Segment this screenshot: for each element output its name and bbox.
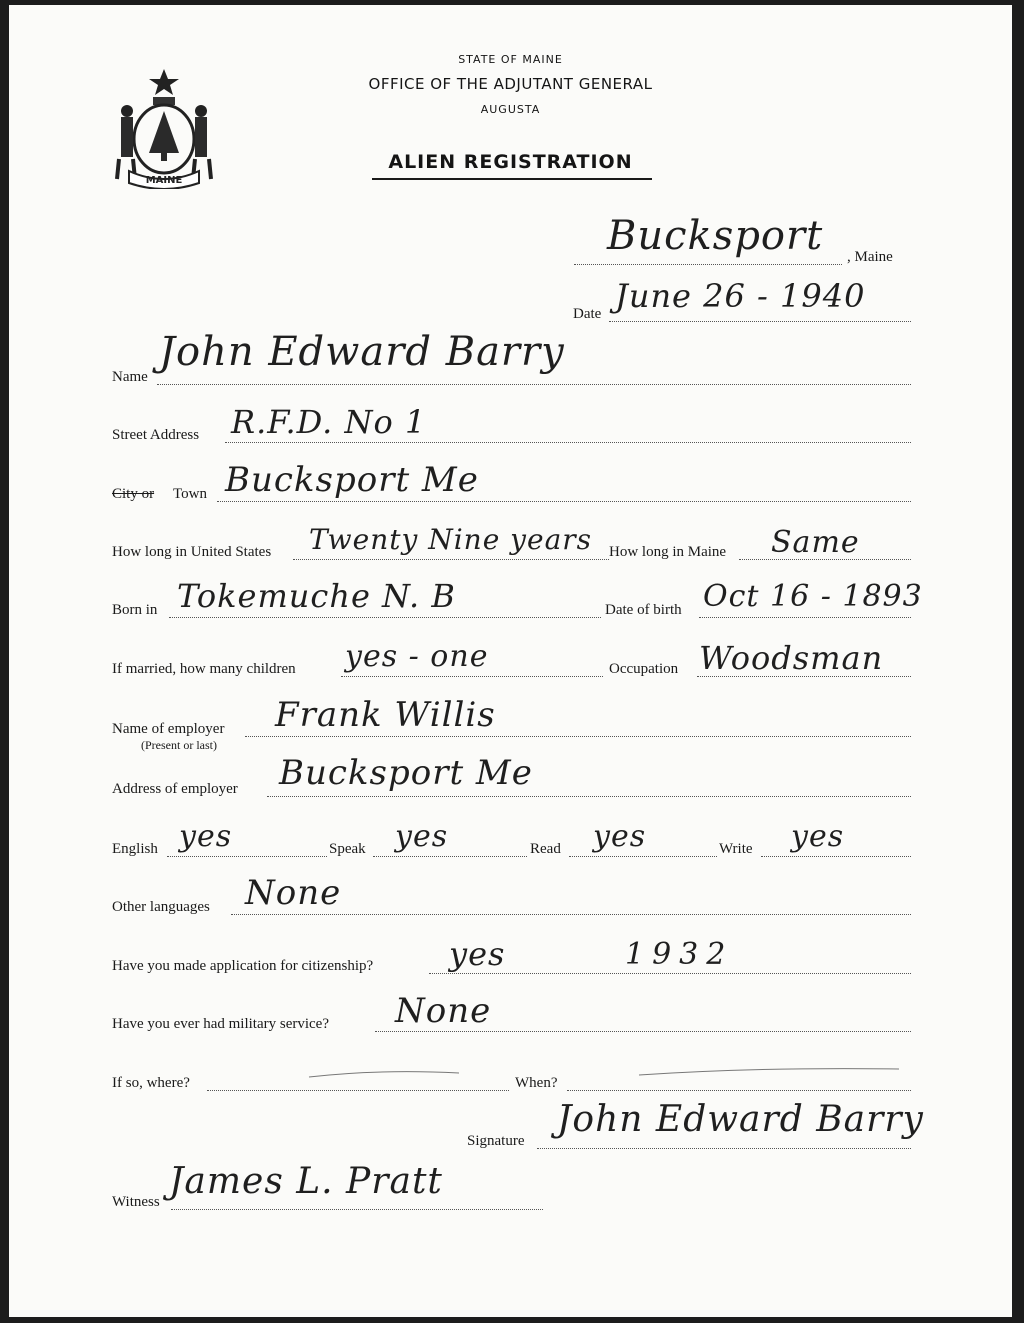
military-line xyxy=(375,1031,911,1032)
witness-line xyxy=(171,1209,543,1210)
citizenship-year: 1932 xyxy=(625,937,734,972)
place-value: Bucksport xyxy=(607,213,824,259)
name-label: Name xyxy=(112,369,148,385)
english-label: English xyxy=(112,841,158,857)
office-heading: OFFICE OF THE ADJUTANT GENERAL xyxy=(368,75,653,93)
employer-line xyxy=(245,736,911,737)
maine-label: How long in Maine xyxy=(609,544,727,560)
seal-text: MAINE xyxy=(145,175,183,186)
married-line xyxy=(341,676,603,677)
where-label: If so, where? xyxy=(112,1075,190,1091)
speak-label: Speak xyxy=(329,841,366,857)
state-heading: STATE OF MAINE xyxy=(458,53,563,66)
employer-sublabel: (Present or last) xyxy=(141,738,217,752)
signature-label: Signature xyxy=(467,1133,525,1149)
name-value: John Edward Barry xyxy=(159,329,565,375)
us-line xyxy=(293,559,609,560)
witness-label: Witness xyxy=(112,1194,160,1210)
where-line xyxy=(207,1090,509,1091)
signature-value: John Edward Barry xyxy=(557,1099,924,1140)
emp-address-line xyxy=(267,796,911,797)
military-label: Have you ever had military service? xyxy=(112,1016,329,1032)
town-label: Town xyxy=(173,486,207,502)
street-label: Street Address xyxy=(112,427,200,443)
speak-value: yes xyxy=(395,819,449,854)
us-value: Twenty Nine years xyxy=(309,523,593,556)
other-lang-label: Other languages xyxy=(112,899,210,915)
citizenship-label: Have you made application for citizenship? xyxy=(112,958,374,974)
us-label: How long in United States xyxy=(112,544,272,560)
dob-line xyxy=(699,617,911,618)
city-label-struck: City or xyxy=(112,486,155,502)
when-label: When? xyxy=(515,1075,558,1091)
employer-label: Name of employer xyxy=(112,721,225,737)
registration-form xyxy=(9,5,1012,1317)
maine-suffix: , Maine xyxy=(847,249,893,265)
occupation-value: Woodsman xyxy=(699,639,884,677)
read-line xyxy=(569,856,717,857)
citizenship-value: yes xyxy=(449,935,506,973)
citizenship-line xyxy=(429,973,911,974)
dob-label: Date of birth xyxy=(605,602,682,618)
born-line xyxy=(169,617,601,618)
date-label: Date xyxy=(573,306,602,322)
speak-line xyxy=(373,856,527,857)
write-label: Write xyxy=(719,841,753,857)
date-value: June 26 - 1940 xyxy=(615,277,866,315)
english-line xyxy=(167,856,327,857)
english-value: yes xyxy=(179,819,233,854)
page-title: ALIEN REGISTRATION xyxy=(388,151,633,173)
married-label: If married, how many children xyxy=(112,661,296,677)
date-line xyxy=(609,321,911,322)
place-line xyxy=(574,264,842,265)
stray-pen-marks xyxy=(299,1065,919,1085)
read-label: Read xyxy=(530,841,561,857)
emp-address-value: Bucksport Me xyxy=(279,753,533,793)
title-underline xyxy=(372,178,652,180)
other-lang-line xyxy=(231,914,911,915)
other-lang-value: None xyxy=(245,873,342,913)
married-value: yes - one xyxy=(345,639,489,674)
when-line xyxy=(567,1090,911,1091)
write-value: yes xyxy=(791,819,845,854)
military-value: None xyxy=(395,991,492,1031)
emp-address-label: Address of employer xyxy=(112,781,238,797)
name-line xyxy=(157,384,911,385)
street-line xyxy=(225,442,911,443)
dob-value: Oct 16 - 1893 xyxy=(703,579,923,614)
read-value: yes xyxy=(593,819,647,854)
town-line xyxy=(217,501,911,502)
write-line xyxy=(761,856,911,857)
town-value: Bucksport Me xyxy=(225,460,479,500)
maine-value: Same xyxy=(771,525,860,560)
employer-value: Frank Willis xyxy=(275,695,496,735)
witness-value: James L. Pratt xyxy=(169,1161,443,1202)
signature-line xyxy=(537,1148,911,1149)
born-value: Tokemuche N. B xyxy=(177,577,456,615)
occupation-label: Occupation xyxy=(609,661,679,677)
city-heading: AUGUSTA xyxy=(480,103,541,116)
born-label: Born in xyxy=(112,602,158,618)
street-value: R.F.D. No 1 xyxy=(231,403,427,441)
